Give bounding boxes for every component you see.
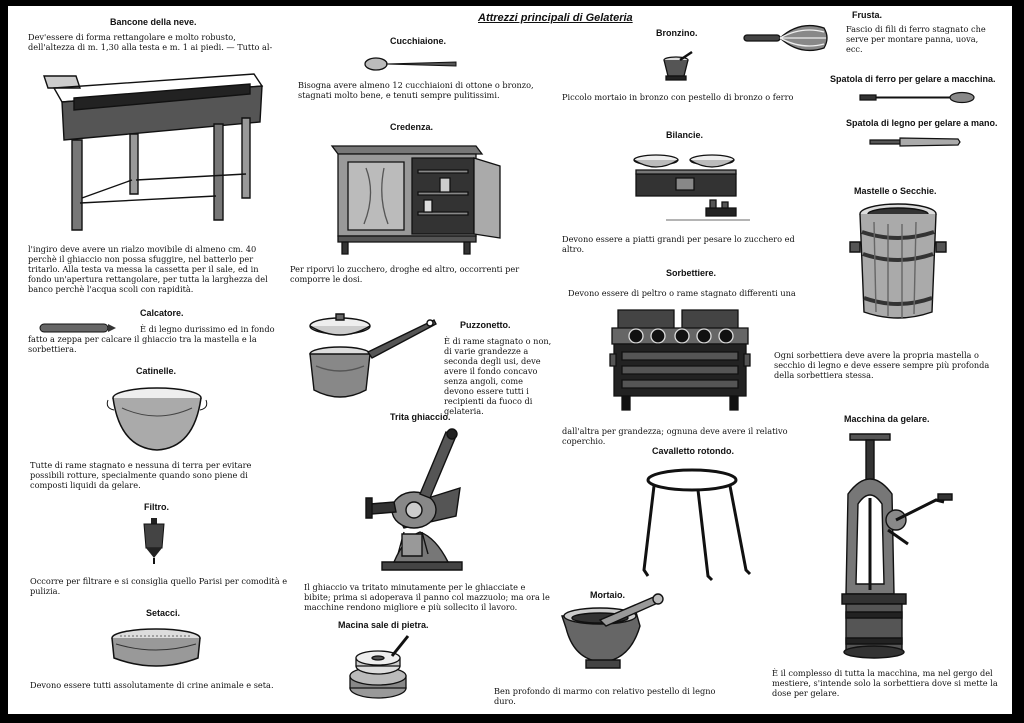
heading-sorbettiere: Sorbettiere. <box>666 268 717 278</box>
text-bilancie: Devono essere a piatti grandi per pesare lo zucchero ed altro. <box>562 234 795 254</box>
text-filtro: Occorre per filtrare e si consiglia quello Parisi per comodità e pulizia. <box>30 576 288 596</box>
cupboard-icon <box>332 142 502 254</box>
heading-spatola-ferro: Spatola di ferro per gelare a macchina. <box>830 74 996 84</box>
ladle-icon <box>364 56 460 72</box>
ice-crusher-icon <box>364 428 476 570</box>
heading-spatola-legno: Spatola di legno per gelare a mano. <box>846 118 998 128</box>
text-cucchiaione: Bisogna avere almeno 12 cucchiaioni di ottone o bronzo, stagnati molto bene, e tenuti sempre pulitissimi. <box>298 80 534 100</box>
heading-cucchiaione: Cucchiaione. <box>390 36 447 46</box>
heading-frusta: Frusta. <box>852 10 883 20</box>
whisk-icon <box>744 24 828 54</box>
heading-mastelle: Mastelle o Secchie. <box>854 186 937 196</box>
heading-macina: Macina sale di pietra. <box>338 620 429 630</box>
basin-icon <box>108 382 206 454</box>
heading-macchina: Macchina da gelare. <box>844 414 930 424</box>
iron-spatula-icon <box>860 90 976 104</box>
text-bronzino: Piccolo mortaio in bronzo con pestello di bronzo o ferro <box>562 92 794 102</box>
heading-catinelle: Catinelle. <box>136 366 177 376</box>
text-mastelle: Ogni sorbettiera deve avere la propria mastella o secchio di legno e deve essere sempre più profonda della sorbettiera stessa. <box>774 350 990 380</box>
text-credenza: Per riporvi lo zucchero, droghe ed altro, occorrenti per comporre le dosi. <box>290 264 520 284</box>
text-catinelle: Tutte di rame stagnato e nessuna di terra per evitare possibili rotture, specialmente quando sono piene di composti liquidi da gelare. <box>30 460 252 490</box>
text-setacci: Devono essere tutti assolutamente di crine animale e seta. <box>30 680 274 690</box>
text-trita: Il ghiaccio va tritato minutamente per le ghiacciate e bibite; prima si adoperava il panno col mazzuolo; ma ora le macchine rendono migliore e più sollecito il lavoro. <box>304 582 550 612</box>
heading-bronzino: Bronzino. <box>656 28 698 38</box>
heading-bancone: Bancone della neve. <box>110 17 197 27</box>
text-sorbettiere-2: dall'altra per grandezza; ognuna deve avere il relativo coperchio. <box>562 426 788 446</box>
filter-icon <box>142 518 166 564</box>
sieve-icon <box>110 628 202 672</box>
heading-bilancie: Bilancie. <box>666 130 704 140</box>
ice-bench-icon <box>44 68 266 233</box>
text-macchina: È il complesso di tutta la macchina, ma nel gergo del mestiere, s'intende solo la sorbettiera dove si mette la dose per gelare. <box>772 668 998 698</box>
tripod-icon <box>640 466 752 582</box>
heading-mortaio: Mortaio. <box>590 590 625 600</box>
heading-calcatore: Calcatore. <box>140 308 184 318</box>
heading-trita: Trita ghiaccio. <box>390 412 451 422</box>
catalog-page <box>8 6 1012 714</box>
marble-mortar-icon <box>560 594 664 674</box>
sorbet-cabinet-icon <box>608 306 752 412</box>
text-puzzonetto: È di rame stagnato o non, di varie grandezze a seconda degli usi, deve avere il fondo concavo senza angoli, come devono essere tutti i recipienti da fuoco di gelateria. <box>444 336 552 416</box>
text-frusta: Fascio di fili di ferro stagnato che serve per montare panna, uova, ecc. <box>846 24 986 54</box>
heading-filtro: Filtro. <box>144 502 169 512</box>
heading-credenza: Credenza. <box>390 122 434 132</box>
text-bancone-2: l'ingiro deve avere un rialzo movibile di almeno cm. 40 perchè il ghiaccio non possa sfuggire, nel batterlo per tritarlo. Alla testa va messa la cassetta per il sale, ed in fondo un'apertura rettangolare, per tutta la larghezza del banco perchè l'acqua scoli con rapidità. <box>28 244 268 294</box>
salt-mill-icon <box>348 636 418 702</box>
heading-setacci: Setacci. <box>146 608 181 618</box>
wooden-spatula-icon <box>870 136 962 148</box>
mortar-small-icon <box>662 52 696 82</box>
text-sorbettiere-1: Devono essere di peltro o rame stagnato differenti una <box>568 288 796 298</box>
scale-icon <box>626 150 754 230</box>
heading-puzzonetto: Puzzonetto. <box>460 320 511 330</box>
text-calcatore: È di legno durissimo ed in fondo fatto a zeppa per calcare il ghiaccio tra la mastella e la sorbettiera. <box>28 324 275 354</box>
saucepan-icon <box>306 310 438 406</box>
page-title: Attrezzi principali di Gelateria <box>478 12 633 24</box>
ice-cream-machine-icon <box>832 434 958 660</box>
bucket-icon <box>848 202 950 322</box>
text-bancone-1: Dev'essere di forma rettangolare e molto robusto, dell'altezza di m. 1,30 alla testa e m. 1 ai piedi. — Tutto al- <box>28 32 273 52</box>
heading-cavalletto: Cavalletto rotondo. <box>652 446 735 456</box>
text-mortaio: Ben profondo di marmo con relativo pestello di legno duro. <box>494 686 716 706</box>
